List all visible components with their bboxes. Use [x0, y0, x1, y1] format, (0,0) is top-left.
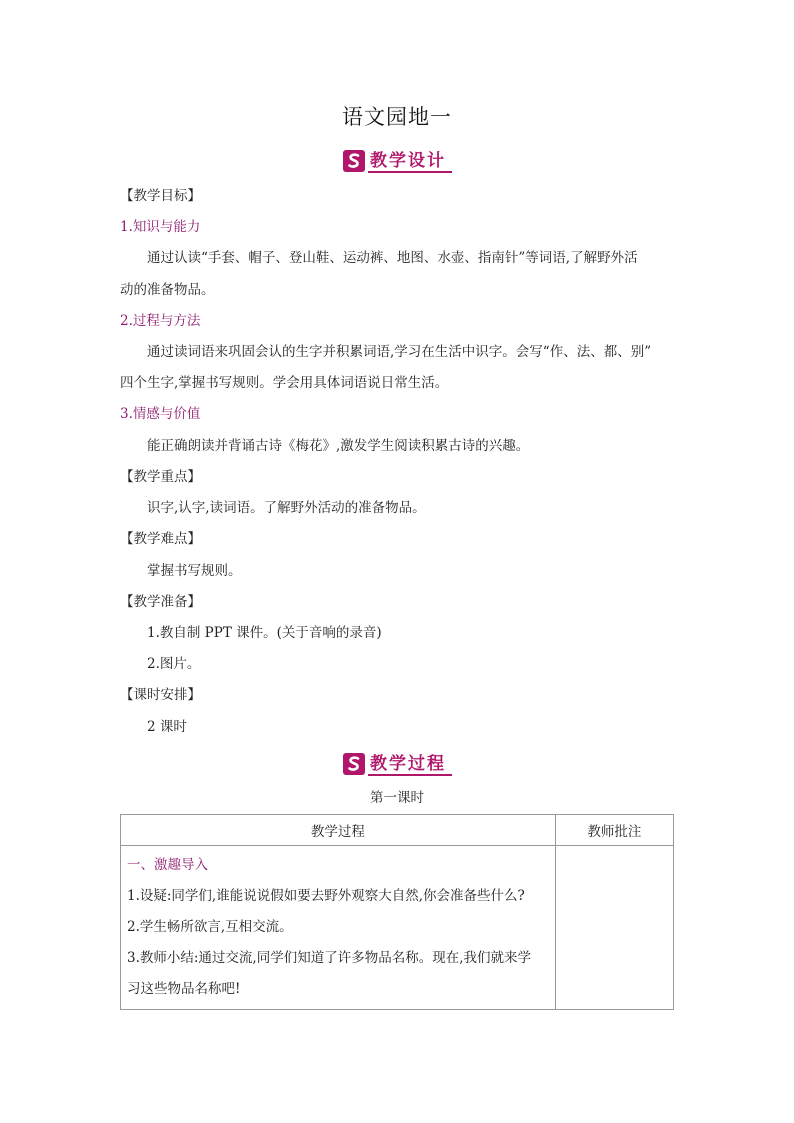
table-header-row: [121, 815, 674, 846]
preparation-heading: 【教学准备】: [120, 594, 201, 610]
table-header-cell: 教学过程: [121, 815, 556, 846]
section-title: 一、激趣导入: [127, 857, 208, 873]
process-line: 1.设疑:同学们,谁能说说假如要去野外观察大自然,你会准备些什么?: [127, 888, 525, 904]
process-line: 习这些物品名称吧!: [127, 981, 241, 997]
goal-text: 四个生字,掌握书写规则。学会用具体词语说日常生活。: [120, 375, 449, 391]
difficulties-heading: 【教学难点】: [120, 531, 201, 547]
preparation-item: 2.图片。: [147, 656, 201, 672]
page-title: 语文园地一: [342, 105, 452, 129]
goal-text: 通过读词语来巩固会认的生字并积累词语,学习在生活中识字。会写“作、法、都、别”: [147, 344, 652, 360]
goal-text: 能正确朗读并背诵古诗《梅花》,激发学生阅读积累古诗的兴趣。: [147, 438, 530, 454]
goal-text: 动的准备物品。: [120, 282, 215, 298]
schedule-text: 2 课时: [147, 719, 187, 735]
goal-title: 1.知识与能力: [120, 219, 201, 235]
banner-underline: [368, 171, 452, 173]
goal-text: 通过认读“手套、帽子、登山鞋、运动裤、地图、水壶、指南针”等词语,了解野外活: [147, 250, 638, 266]
difficulties-text: 掌握书写规则。: [147, 563, 242, 579]
process-line: 2.学生畅所欲言,互相交流。: [127, 919, 293, 935]
goal-title: 2.过程与方法: [120, 313, 201, 329]
teacher-note-cell: [555, 846, 673, 1010]
logo-s-icon: [342, 752, 366, 776]
banner-title: 教学设计: [370, 150, 446, 171]
key-points-heading: 【教学重点】: [120, 469, 201, 485]
goals-heading: 【教学目标】: [120, 188, 201, 204]
key-points-text: 识字,认字,读词语。了解野外活动的准备物品。: [147, 500, 426, 516]
section-banner-design: [0, 148, 794, 174]
lesson-subtitle: 第一课时: [370, 790, 424, 806]
teaching-process-table: [120, 814, 674, 1010]
section-banner-process: [0, 751, 794, 777]
table-row: [121, 846, 674, 1010]
process-cell: [121, 846, 556, 1010]
banner-underline: [368, 774, 452, 776]
logo-s-icon: [342, 149, 366, 173]
preparation-item: 1.教自制 PPT 课件。(关于音响的录音): [147, 625, 382, 641]
table-header-cell: 教师批注: [555, 815, 673, 846]
schedule-heading: 【课时安排】: [120, 687, 201, 703]
goal-title: 3.情感与价值: [120, 406, 201, 422]
banner-title: 教学过程: [370, 753, 446, 774]
process-line: 3.教师小结:通过交流,同学们知道了许多物品名称。现在,我们就来学: [127, 950, 532, 966]
